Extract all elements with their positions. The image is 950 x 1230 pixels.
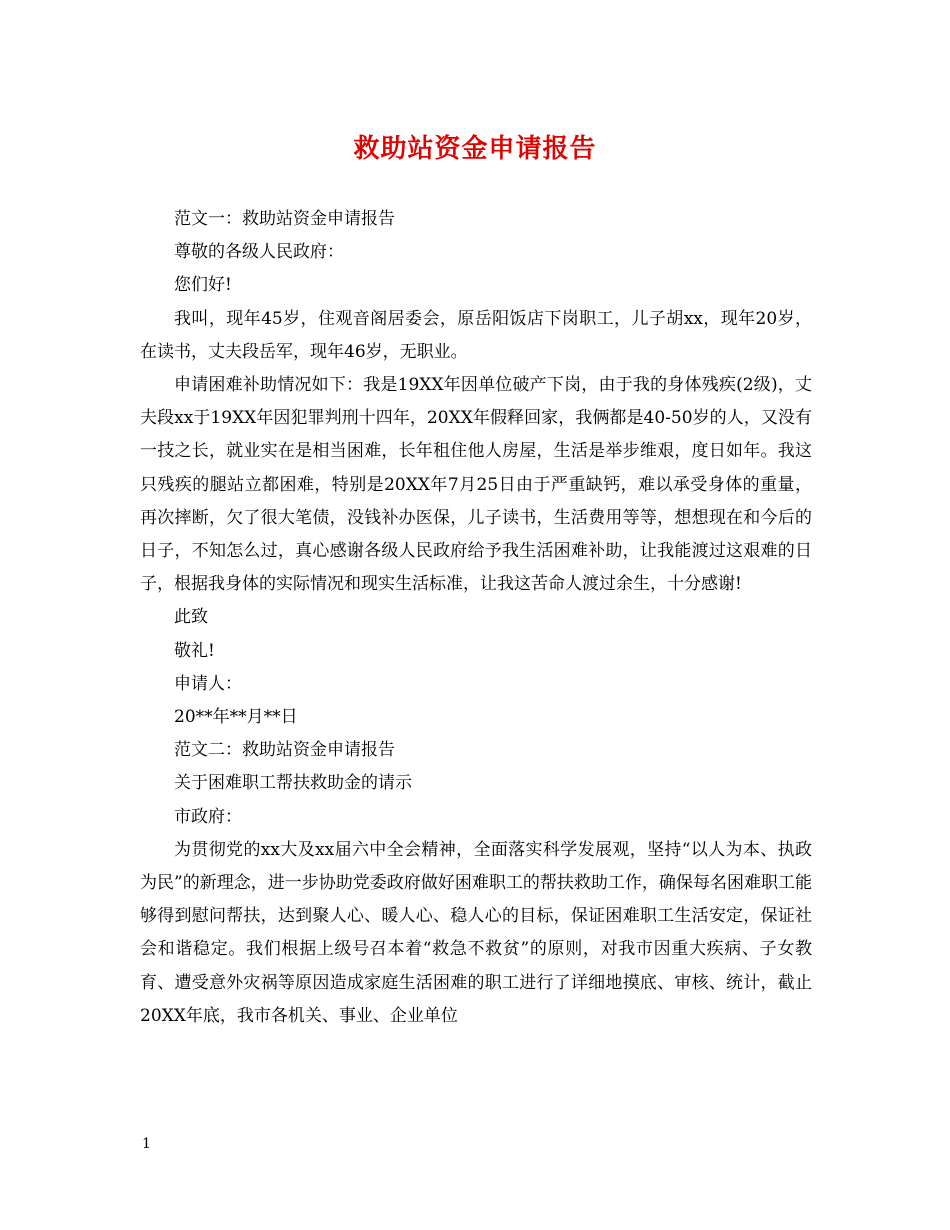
paragraph-sample-one-heading: 范文一：救助站资金申请报告: [174, 209, 395, 229]
page-number: 1: [142, 1136, 151, 1152]
paragraph-request-title: 关于困难职工帮扶救助金的请示: [174, 773, 412, 794]
paragraph-date: 20**年**月**日: [174, 707, 298, 728]
paragraph-closing: 此致: [174, 607, 208, 628]
paragraph-sample-two-heading: 范文二：救助站资金申请报告: [174, 740, 395, 761]
document-title: 救助站资金申请报告: [353, 134, 597, 164]
paragraph-salutation: 尊敬的各级人民政府：: [174, 242, 344, 263]
document-body: [140, 203, 812, 1033]
paragraph-self-introduction: 我叫，现年45岁，住观音阁居委会，原岳阳饭店下岗职工，儿子胡xx，现年20岁，在读书，丈夫段岳军，现年46岁，无职业。: [140, 308, 812, 362]
paragraph-hardship-details: 申请困难补助情况如下：我是19XX年因单位破产下岗，由于我的身体残疾(2级)，丈夫段xx于19XX年因犯罪判刑十四年，20XX年假释回家，我俩都是40-50岁的人，又没有一技之长，就业实在是相当困难，长年租住他人房屋，生活是举步维艰，度日如年。我这只残疾的腿站立都困难，特别是20XX年7月25日由于严重缺钙，难以承受身体的重量，再次摔断，欠了很大笔债，没钱补办医保，儿子读书，生活费用等等，想想现在和今后的日子，不知怎么过，真心感谢各级人民政府给予我生活困难补助，让我能渡过这艰难的日子，根据我身体的实际情况和现实生活标准，让我这苦命人渡过余生，十分感谢!: [140, 375, 812, 595]
paragraph-applicant: 申请人：: [174, 673, 242, 694]
paragraph-greeting: 您们好!: [174, 275, 232, 296]
paragraph-request-body: 为贯彻党的xx大及xx届六中全会精神，全面落实科学发展观，坚持“以人为本、执政为民”的新理念，进一步协助党委政府做好困难职工的帮扶救助工作，确保每名困难职工能够得到慰问帮扶，达到聚人心、暖人心、稳人心的目标，保证困难职工生活安定，保证社会和谐稳定。我们根据上级号召本着“救急不救贫”的原则，对我市因重大疾病、子女教育、遭受意外灾祸等原因造成家庭生活困难的职工进行了详细地摸底、审核、统计，截止20XX年底，我市各机关、事业、企业单位: [140, 839, 812, 1026]
paragraph-regards: 敬礼!: [174, 640, 215, 661]
paragraph-addressee: 市政府：: [174, 806, 242, 827]
